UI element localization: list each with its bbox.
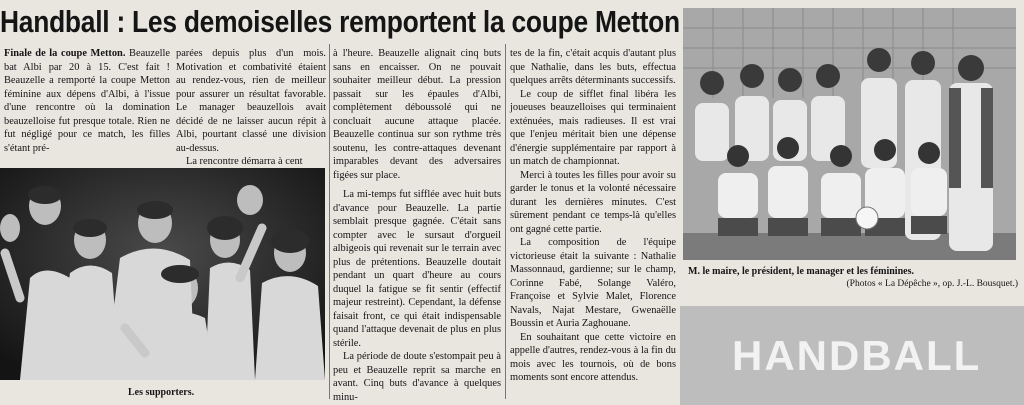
team-photo-caption-text: M. le maire, le président, le manager et les féminines. — [688, 266, 914, 277]
team-photo — [683, 8, 1016, 260]
team-photo-image — [683, 8, 1016, 260]
article-lead: Finale de la coupe Metton. — [4, 48, 126, 59]
section-band-label: HANDBALL — [732, 332, 982, 379]
article-paragraph: La période de doute s'estompait peu à peu et Beauzelle reprit sa marche en avant. Cinq buts d'avance à quelques minu- — [333, 351, 501, 403]
article-paragraph: La mi-temps fut sifflée avec huit buts d'avance pour Beauzelle. La partie semblait presque gagnée. C'était sans compter avec le sursaut d'orgueil albigeois qui revenait sur le terrain avec plus de prétentions. Beauzelle doutait pendant un quart d'heure au cours duquel la fatigue se fit sentir (effectif majeur restreint). Cependant, la défense faisait front, ce qui était indispensable quand l'attaque devenait de plus en plus stérile. — [333, 189, 501, 349]
team-photo-caption — [688, 266, 1018, 290]
photo-credit: (Photos « La Dépêche », op. J.-L. Bousquet.) — [846, 279, 1018, 289]
supporters-photo-image — [0, 168, 325, 380]
column-divider — [329, 44, 330, 399]
supporters-photo — [0, 168, 325, 380]
article-paragraph: Le coup de sifflet final libéra les joueuses beauzelloises qui terminaient exténuées, mais radieuses. Il est vrai que l'enjeu méritait bien une dépense d'énergie supplémentaire par rapport à un match de championnat. — [510, 88, 676, 167]
article-paragraph: Merci à toutes les filles pour avoir su garder le tonus et la volonté nécessaire durant les dernières minutes. C'est sûrement pendant ce temps-là qu'elles ont gagné cette partie. — [510, 169, 676, 235]
supporters-photo-caption: Les supporters. — [128, 387, 195, 398]
column-divider — [505, 44, 506, 399]
article-paragraph: à l'heure. Beauzelle alignait cinq buts sans en encaisser. On ne pouvait souhaiter meilleur début. La pression passait sur les épaules d'Albi, complètement déboussolé qui ne concluait aucune attaque placée. Beauzelle continua sur son rythme très soutenu, les contre-attaques devenant imparables devant des adversaires figées sur place. — [333, 48, 501, 181]
article-paragraph: La composition de l'équipe victorieuse était la suivante : Nathalie Massonnaud, gardienne; sur le champ, Corinne Fabé, Solange Valéro, Françoise et Sylvie Malet, Florence Navals, Najat Mestare, Gwenaëlle Boussin et Auria Zaghouane. — [510, 237, 676, 329]
article-paragraph: parées depuis plus d'un mois. Motivation et combativité étaient au rendez-vous, rien de meilleur pour assurer un résultat favorable. Le manager beauzellois avait décidé de ne laisser aucun répit à Albi, pourtant classé une division au-dessus. — [176, 48, 326, 154]
article-headline: Handball : Les demoiselles remportent la coupe Metton — [0, 4, 680, 39]
article-column-3 — [333, 47, 501, 403]
article-paragraph: La rencontre démarra à cent — [186, 156, 303, 167]
article-paragraph: tes de la fin, c'était acquis d'autant plus que Nathalie, dans les buts, effectua quelques arrêts déterminants successifs. — [510, 48, 676, 86]
article-column-2 — [176, 47, 326, 165]
article-intro-text: Beauzelle bat Albi par 20 à 15. C'est fait ! Beauzelle a remporté la coupe Metton féminine aux dépens d'Albi, à l'issue d'une rencontre où la domination beauzelloise fut presque totale. Rien ne fut négligé pour ce match, les filles s'étant pré- — [4, 48, 170, 154]
article-column-4 — [510, 47, 676, 400]
article-column-1 — [4, 47, 170, 165]
article-paragraph: En souhaitant que cette victoire en appelle d'autres, rendez-vous à la fin du mois avec les tournois, où de bons moments sont encore attendus. — [510, 331, 676, 383]
